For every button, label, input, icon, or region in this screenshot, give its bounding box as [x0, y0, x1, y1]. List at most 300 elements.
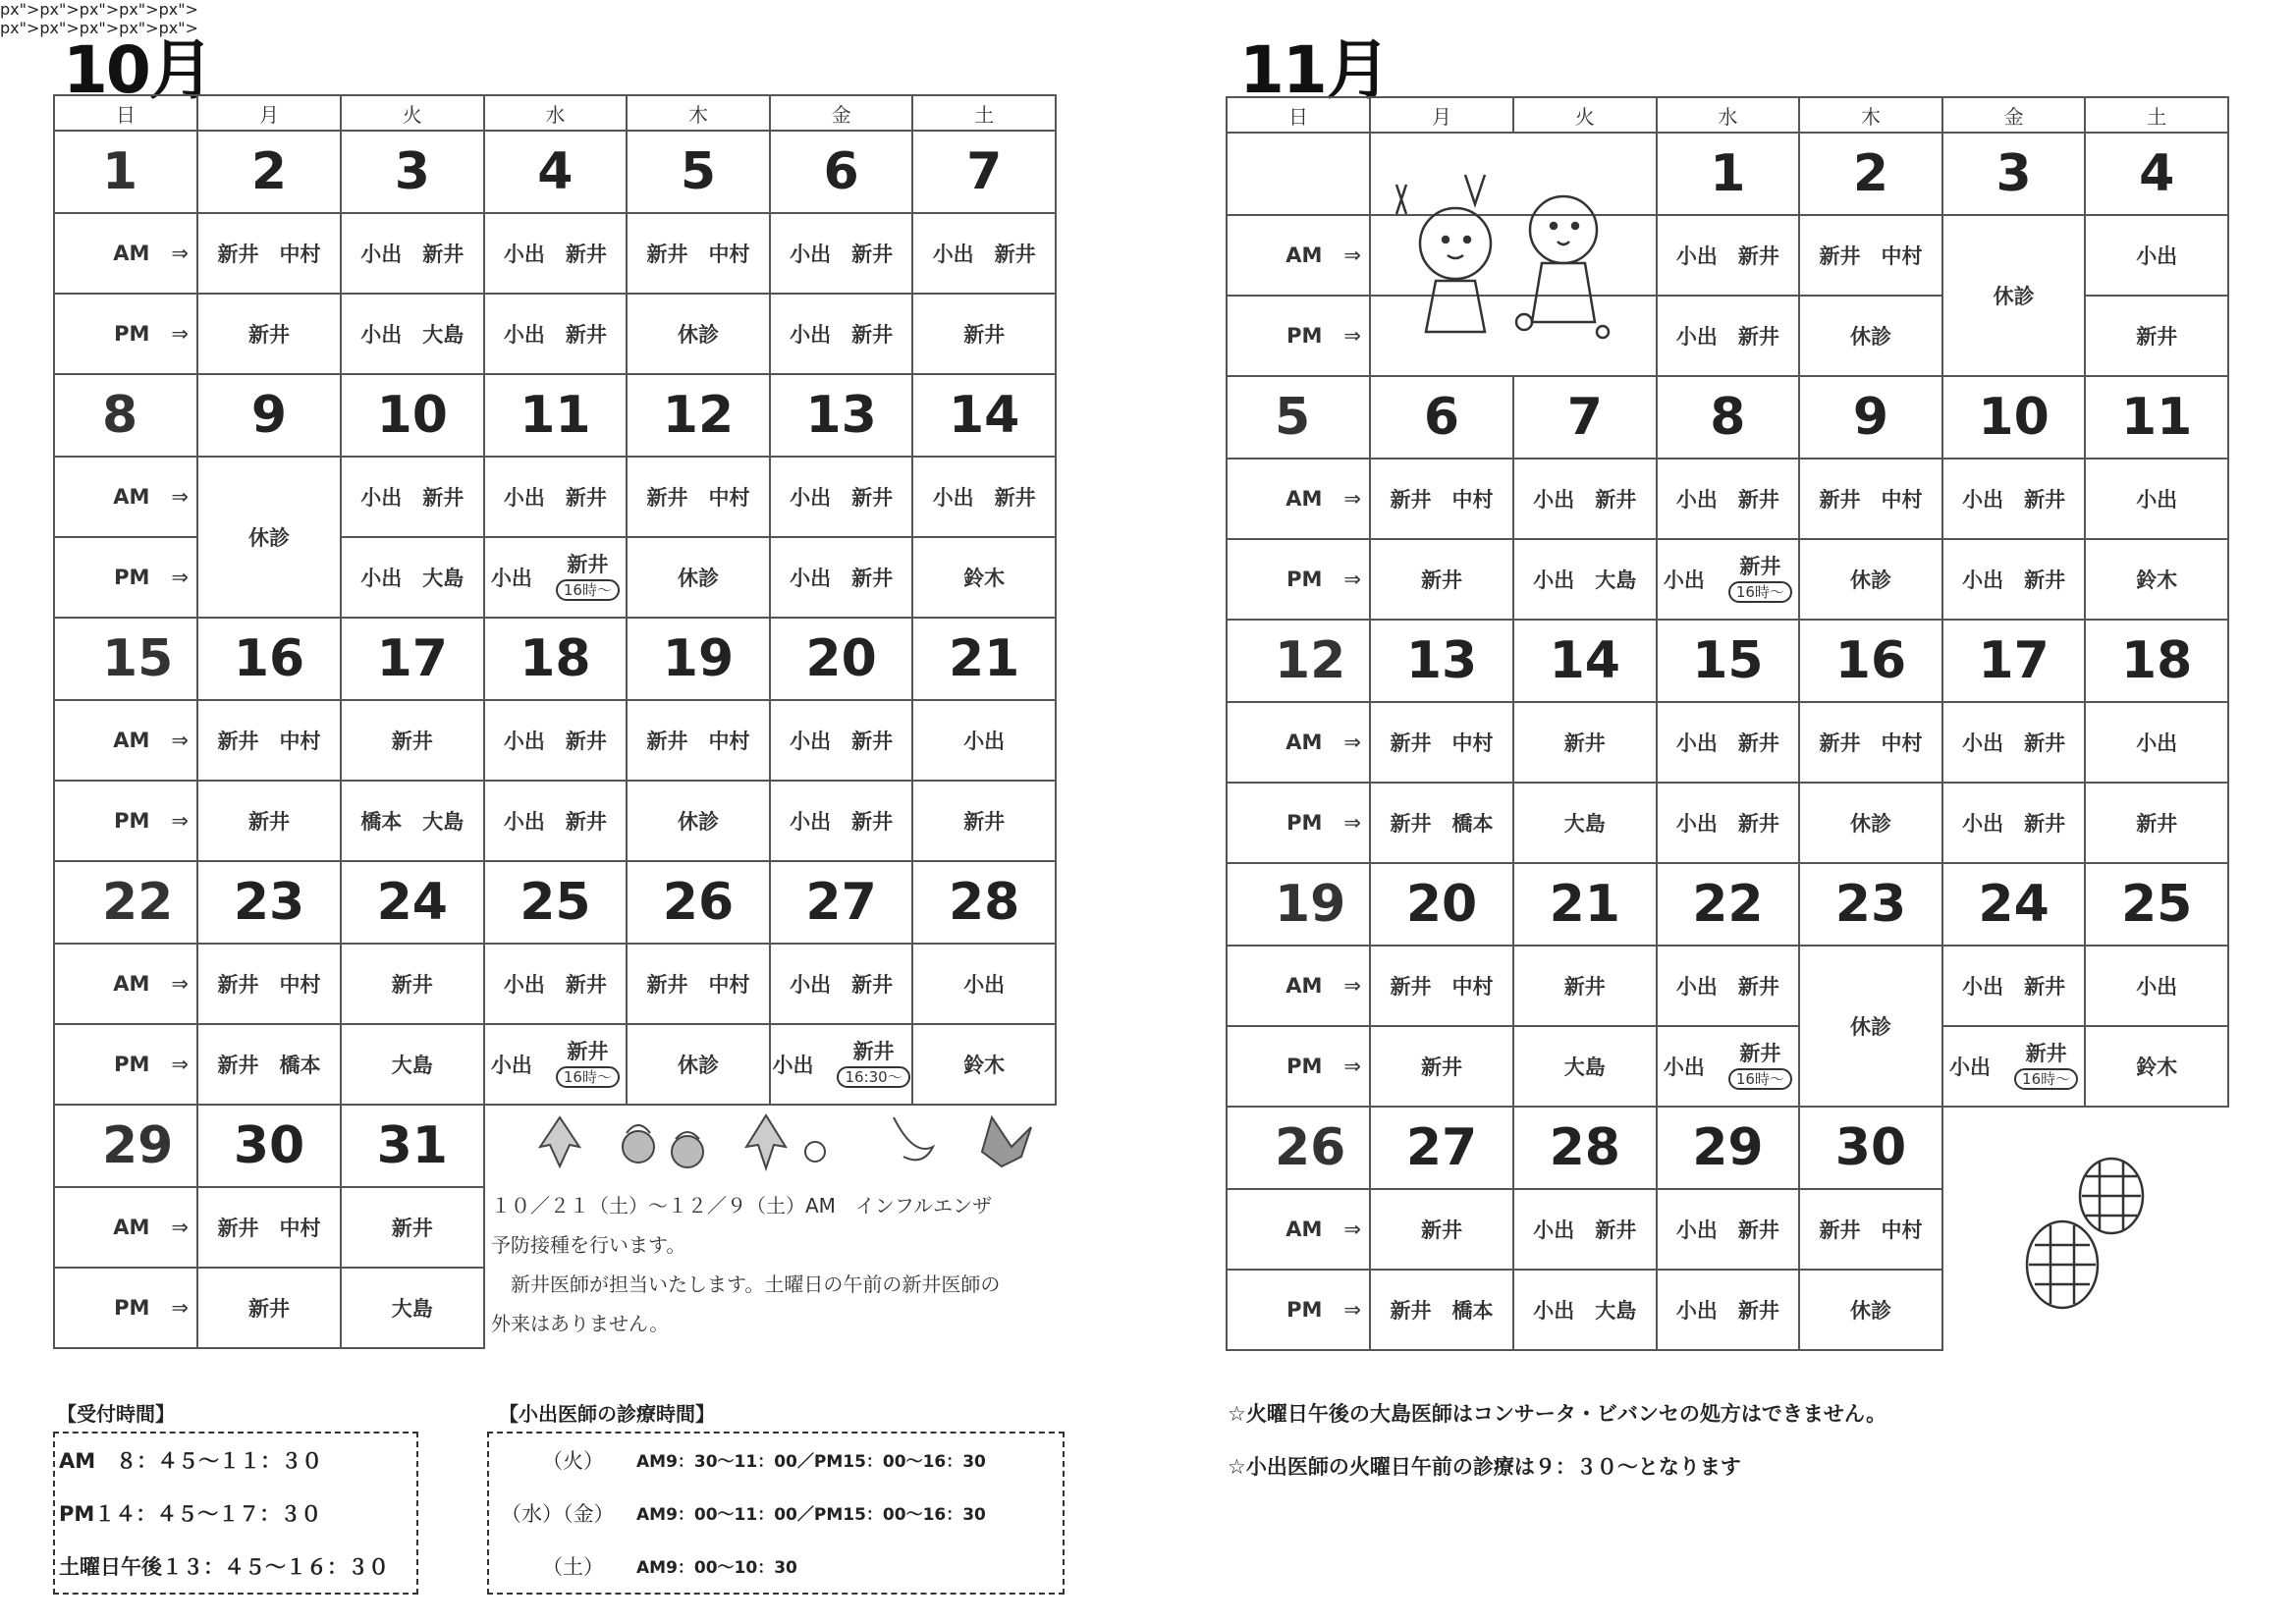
notice-line: 新井医師が担当いたします。土曜日の午前の新井医師の: [491, 1272, 1001, 1296]
schedule-text: 新井 中村: [646, 486, 750, 510]
pm-cell: [1513, 783, 1657, 863]
schedule-text: 新井: [391, 973, 433, 997]
october-calendar: px">px">px">px">px"> 日 月 火 水 木 金 土 1 2 3 4 5 6 7 AM ⇒ 新井 中村 小出 新井 小出 新井 新井 中村 小出 新井 小出 新井 PM ⇒ 新井 小出 大島 小出 新井 休診 小出 新井 新井 8 9 10 11 12 13 14 AM ⇒ 休診 小出 新井 小出 新井 新井 中村 小出 新井 小出 新井 PM ⇒ 小出 大島 小出 新井 16時～ 休診 小出 新井 鈴木 15 16 17 18 19 20 21 AM ⇒ 新井 中村 新井 小出 新井 新井 中村 小出 新井 小出 PM ⇒ 新井 橋本 大島 小出 新井 休診 小出 新井 新井 22 23 24 25 26 27 28 AM ⇒ 新井 中村 新井 小出 新井 新井 中村 小出 新井 小出 PM ⇒ 新井 橋本 大島 小出 新井 16時～ 休診 小出 新井 16:30～ 鈴木 29 30 31 AM ⇒ 新井 中村 新井 PM ⇒ 新井 大島: [0, 0, 2296, 19]
pm-cell: [1513, 539, 1657, 620]
day-number: 9: [197, 374, 341, 457]
am-cell: [484, 213, 628, 294]
doctor-name: 小出: [490, 567, 532, 590]
day-number: 24: [1942, 863, 2086, 946]
schedule-text: 小出 新井: [1962, 812, 2066, 836]
pm-label-cell: [1227, 1026, 1370, 1107]
schedule-text: 新井: [963, 323, 1006, 347]
pm-label-cell: [1227, 1270, 1370, 1350]
am-cell: [2085, 946, 2228, 1026]
schedule-text: 新井 中村: [217, 243, 321, 266]
pm-cell: [197, 1268, 341, 1348]
schedule-text: 小出 新井: [790, 323, 894, 347]
day-number: 25: [484, 861, 628, 944]
weekday-header: 土: [2085, 97, 2228, 133]
schedule-text: 新井: [1421, 568, 1462, 592]
am-cell: [484, 944, 628, 1024]
time-note: 16時～: [2014, 1068, 2078, 1090]
koide-hours-label: 【小出医師の診療時間】: [499, 1402, 715, 1426]
day-number: 10: [1942, 376, 2086, 459]
koide-day: （水）（金）: [501, 1502, 615, 1526]
pm-label-cell: [1227, 539, 1370, 620]
pm-label: PM: [114, 566, 150, 589]
pm-label: PM: [1286, 568, 1323, 591]
pm-cell: [341, 781, 484, 861]
doctor-name: 小出: [1949, 1056, 1992, 1079]
arrow: ⇒: [171, 566, 189, 589]
pm-cell: [912, 781, 1056, 861]
doctor-name: 小出: [1663, 1056, 1705, 1079]
am-label-cell: [54, 213, 197, 294]
children-autumn-illustration: [1377, 165, 1642, 352]
day-number: 18: [2085, 620, 2228, 702]
day-number: 20: [770, 618, 913, 700]
day-number: 8: [1657, 376, 1800, 459]
time-note: 16:30～: [837, 1066, 909, 1088]
pm-label: PM: [114, 1296, 150, 1320]
pm-cell: [1370, 1270, 1513, 1350]
schedule-text: 新井 中村: [1390, 975, 1494, 999]
schedule-text: 休診: [1849, 568, 1891, 592]
am-cell: [341, 700, 484, 781]
schedule-text: 新井: [1421, 1056, 1462, 1079]
day-number: 16: [1799, 620, 1942, 702]
am-cell: [1513, 702, 1657, 783]
schedule-text: 小出 新井: [360, 486, 465, 510]
pm-cell: [341, 537, 484, 618]
day-number: 19: [627, 618, 770, 700]
arrow: ⇒: [1343, 1298, 1361, 1322]
schedule-text: 鈴木: [2136, 1056, 2178, 1079]
notice-line: １０／２１（土）～１２／９（土）AM インフルエンザ: [491, 1194, 993, 1218]
am-cell: [2085, 702, 2228, 783]
day-number: 7: [1513, 376, 1657, 459]
arrow: ⇒: [171, 322, 189, 346]
am-cell: [341, 1187, 484, 1268]
schedule-text: 小出 新井: [503, 810, 607, 834]
koide-hours: AM9：00～11：00／PM15：00～16：30: [636, 1505, 986, 1525]
arrow: ⇒: [171, 1216, 189, 1239]
am-cell: [1657, 946, 1800, 1026]
closed-cell: [1799, 946, 1942, 1107]
day-number: 9: [1799, 376, 1942, 459]
schedule-text: 大島: [1563, 812, 1606, 836]
day-number: 6: [1370, 376, 1513, 459]
day-number: 26: [1227, 1107, 1370, 1189]
am-label: AM: [113, 485, 150, 509]
day-number: 23: [1799, 863, 1942, 946]
schedule-text: 新井: [391, 730, 433, 753]
reception-saturday: 土曜日午後１３：４５～１６：３０: [59, 1555, 389, 1579]
pm-cell: [770, 781, 913, 861]
day-number: 1: [54, 131, 197, 213]
am-label-cell: [54, 457, 197, 537]
pm-cell: [1370, 539, 1513, 620]
am-cell: [1513, 1189, 1657, 1270]
am-label-cell: [1227, 946, 1370, 1026]
pm-cell: [627, 294, 770, 374]
pm-cell: [627, 537, 770, 618]
schedule-text: 休診: [677, 323, 719, 347]
day-number: 17: [341, 618, 484, 700]
schedule-text: 新井 中村: [1390, 488, 1494, 512]
pm-cell: [197, 294, 341, 374]
am-label-cell: [1227, 459, 1370, 539]
pm-label-cell: [1227, 783, 1370, 863]
day-number: 30: [1799, 1107, 1942, 1189]
schedule-text: 休診: [677, 567, 719, 590]
am-cell: [1657, 459, 1800, 539]
pm-label-cell: [54, 1024, 197, 1105]
schedule-text: 小出 新井: [1675, 244, 1779, 268]
am-cell: [627, 213, 770, 294]
schedule-text: 小出 新井: [932, 243, 1036, 266]
day-number: 11: [484, 374, 628, 457]
day-number: 17: [1942, 620, 2086, 702]
day-number: 27: [770, 861, 913, 944]
pm-label-cell: [1227, 296, 1370, 376]
schedule-text: 小出 新井: [1533, 488, 1637, 512]
day-number: 16: [197, 618, 341, 700]
arrow: ⇒: [1343, 1218, 1361, 1241]
day-number: 15: [1657, 620, 1800, 702]
arrow: ⇒: [171, 485, 189, 509]
day-number: 30: [197, 1105, 341, 1187]
schedule-text: 新井: [391, 1217, 433, 1240]
weekday-header: 木: [627, 95, 770, 131]
day-number: 15: [54, 618, 197, 700]
reception-hours-box: [53, 1432, 418, 1595]
doctor-name: 小出: [1663, 568, 1705, 592]
schedule-text: 休診: [248, 526, 290, 550]
schedule-text: 新井: [1421, 1218, 1462, 1242]
pm-cell: [770, 537, 913, 618]
schedule-text: 新井 橋本: [1390, 812, 1494, 836]
arrow: ⇒: [1343, 244, 1361, 267]
schedule-text: 小出 新井: [1675, 488, 1779, 512]
schedule-text: 休診: [1849, 325, 1891, 349]
day-number: [1227, 133, 1370, 215]
arrow: ⇒: [171, 242, 189, 265]
am-cell: [1370, 1189, 1513, 1270]
schedule-text: 小出: [963, 730, 1006, 753]
weekday-header: 日: [54, 95, 197, 131]
schedule-text: 休診: [1993, 285, 2035, 308]
am-cell: [1657, 702, 1800, 783]
pm-cell: [627, 781, 770, 861]
arrow: ⇒: [171, 1053, 189, 1076]
am-label: AM: [113, 972, 150, 996]
arrow: ⇒: [171, 729, 189, 752]
pm-cell: [197, 781, 341, 861]
day-number: 1: [1657, 133, 1800, 215]
schedule-text: 休診: [677, 810, 719, 834]
time-note: 16時～: [556, 579, 620, 601]
doctor-name: 新井: [567, 553, 609, 576]
am-label: AM: [113, 1216, 150, 1239]
pinecone-illustration: [2013, 1147, 2160, 1324]
schedule-text: 大島: [391, 1054, 433, 1077]
weekday-header: 火: [341, 95, 484, 131]
day-number: 25: [2085, 863, 2228, 946]
am-cell: [197, 944, 341, 1024]
day-number: 26: [627, 861, 770, 944]
schedule-text: 新井: [1563, 975, 1606, 999]
pm-label-cell: [54, 1268, 197, 1348]
schedule-text: 小出 大島: [1533, 568, 1637, 592]
doctor-name: 新井: [2025, 1042, 2067, 1065]
schedule-text: 新井: [2136, 812, 2178, 836]
pm-cell: [197, 1024, 341, 1105]
pm-label: PM: [114, 1053, 150, 1076]
day-number: 18: [484, 618, 628, 700]
am-cell: [1370, 946, 1513, 1026]
day-number: 12: [627, 374, 770, 457]
am-cell: [770, 944, 913, 1024]
koide-hours: AM9：00～10：30: [636, 1558, 797, 1578]
schedule-text: 休診: [1849, 812, 1891, 836]
closed-cell: [197, 457, 341, 618]
schedule-text: 新井 中村: [1819, 488, 1923, 512]
pm-cell: [484, 537, 628, 618]
am-cell: [1513, 459, 1657, 539]
am-label: AM: [1285, 244, 1323, 267]
pm-cell: [1799, 539, 1942, 620]
schedule-text: 小出 新井: [1675, 731, 1779, 755]
schedule-text: 新井 中村: [217, 973, 321, 997]
schedule-text: 新井 中村: [1819, 731, 1923, 755]
pm-cell: [912, 537, 1056, 618]
day-number: 21: [912, 618, 1056, 700]
arrow: ⇒: [171, 1296, 189, 1320]
schedule-text: 小出: [2136, 488, 2178, 512]
am-label: AM: [1285, 731, 1323, 754]
am-cell: [484, 700, 628, 781]
pm-label: PM: [114, 809, 150, 833]
day-number: 6: [770, 131, 913, 213]
am-cell: [627, 457, 770, 537]
am-cell: [341, 213, 484, 294]
day-number: 4: [2085, 133, 2228, 215]
pm-cell: [484, 781, 628, 861]
day-number: 13: [1370, 620, 1513, 702]
pm-cell: [1942, 783, 2086, 863]
time-note: 16時～: [1728, 581, 1792, 603]
pm-cell: [1370, 1026, 1513, 1107]
am-cell: [912, 944, 1056, 1024]
schedule-text: 大島: [1563, 1056, 1606, 1079]
time-note: 16時～: [556, 1066, 620, 1088]
koide-day: （土）: [542, 1555, 604, 1579]
am-cell: [1942, 946, 2086, 1026]
day-number: 5: [1227, 376, 1370, 459]
schedule-text: 新井: [248, 323, 290, 347]
schedule-text: 小出 新井: [1675, 1218, 1779, 1242]
arrow: ⇒: [1343, 1055, 1361, 1078]
day-number: 22: [54, 861, 197, 944]
am-cell: [770, 700, 913, 781]
november-calendar: px">px">px">px">px"> 日 月 火 水 木 金 土 1 2 3 4 AM ⇒ 小出 新井 新井 中村 休診 小出 PM ⇒ 小出 新井 休診 新井 5 6 7 8 9 10 11 AM ⇒ 新井 中村 小出 新井 小出 新井 新井 中村 小出 新井 小出 PM ⇒ 新井 小出 大島 小出 新井 16時～ 休診 小出 新井 鈴木 12 13 14 15 16 17 18 AM ⇒ 新井 中村 新井 小出 新井 新井 中村 小出 新井 小出 PM ⇒ 新井 橋本 大島 小出 新井 休診 小出 新井 新井 19 20 21 22 23 24 25 AM ⇒ 新井 中村 新井 小出 新井 休診 小出 新井 小出 PM ⇒ 新井 大島 小出 新井 16時～ 小出 新井 16時～ 鈴木 26 27 28 29 30 AM ⇒ 新井 小出 新井 小出 新井 新井 中村 PM ⇒ 新井 橋本 小出 大島 小出 新井 休診: [0, 19, 2296, 37]
day-number: 20: [1370, 863, 1513, 946]
weekday-header: 木: [1799, 97, 1942, 133]
schedule-text: 小出 新井: [790, 486, 894, 510]
schedule-text: 小出: [2136, 244, 2178, 268]
day-number: 3: [341, 131, 484, 213]
am-label-cell: [1227, 1189, 1370, 1270]
arrow: ⇒: [171, 809, 189, 833]
pm-cell: [484, 294, 628, 374]
am-cell: [1799, 702, 1942, 783]
am-label: AM: [113, 242, 150, 265]
schedule-text: 小出 新井: [1675, 1299, 1779, 1323]
pm-cell: [2085, 783, 2228, 863]
pm-label-cell: [54, 781, 197, 861]
schedule-text: 小出 新井: [503, 730, 607, 753]
schedule-text: 小出 新井: [503, 973, 607, 997]
am-cell: [627, 944, 770, 1024]
day-number: 27: [1370, 1107, 1513, 1189]
am-cell: [341, 944, 484, 1024]
day-number: 31: [341, 1105, 484, 1187]
pm-cell: [1942, 539, 2086, 620]
pm-cell: [1370, 783, 1513, 863]
schedule-text: 大島: [391, 1297, 433, 1321]
schedule-text: 小出 新井: [790, 567, 894, 590]
weekday-header: 日: [1227, 97, 1370, 133]
pm-cell: [484, 1024, 628, 1105]
doctor-name: 小出: [490, 1054, 532, 1077]
am-cell: [1370, 459, 1513, 539]
pm-label: PM: [1286, 811, 1323, 835]
schedule-text: 小出 新井: [1675, 325, 1779, 349]
schedule-text: 小出 新井: [790, 810, 894, 834]
time-note: 16時～: [1728, 1068, 1792, 1090]
schedule-text: 小出: [963, 973, 1006, 997]
footnote-oshima: ☆火曜日午後の大島医師はコンサータ・ビバンセの処方はできません。: [1228, 1402, 1887, 1426]
am-label-cell: [1227, 702, 1370, 783]
schedule-text: 新井 中村: [646, 973, 750, 997]
weekday-header: 土: [912, 95, 1056, 131]
day-number: 22: [1657, 863, 1800, 946]
am-cell: [197, 1187, 341, 1268]
pm-cell: [1657, 539, 1800, 620]
pm-cell: [2085, 296, 2228, 376]
schedule-text: 小出 新井: [1962, 731, 2066, 755]
schedule-text: 小出 大島: [1533, 1299, 1637, 1323]
schedule-text: 新井 中村: [217, 1217, 321, 1240]
schedule-text: 鈴木: [2136, 568, 2178, 592]
schedule-text: 新井: [1563, 731, 1606, 755]
day-number: 5: [627, 131, 770, 213]
reception-pm: PM１４：４５～１７：３０: [59, 1502, 322, 1526]
notice-line: 予防接種を行います。: [491, 1233, 686, 1257]
day-number: 7: [912, 131, 1056, 213]
schedule-text: 小出: [2136, 975, 2178, 999]
october-title: 10月: [63, 32, 212, 108]
schedule-text: 新井 中村: [1390, 731, 1494, 755]
weekday-header: 火: [1513, 97, 1657, 133]
am-label-cell: [54, 944, 197, 1024]
weekday-header: 水: [1657, 97, 1800, 133]
day-number: 13: [770, 374, 913, 457]
schedule-text: 小出 大島: [360, 323, 465, 347]
arrow: ⇒: [1343, 811, 1361, 835]
am-label: AM: [1285, 487, 1323, 511]
pm-cell: [2085, 539, 2228, 620]
schedule-text: 小出 新井: [1675, 975, 1779, 999]
weekday-header: 金: [770, 95, 913, 131]
am-cell: [770, 457, 913, 537]
schedule-text: 新井: [248, 1297, 290, 1321]
schedule-text: 小出: [2136, 731, 2178, 755]
am-cell: [912, 457, 1056, 537]
am-cell: [2085, 459, 2228, 539]
day-number: 24: [341, 861, 484, 944]
weekday-header: 月: [1370, 97, 1513, 133]
pm-cell: [770, 1024, 913, 1105]
pm-label: PM: [1286, 1055, 1323, 1078]
schedule-text: 小出 新井: [1962, 568, 2066, 592]
am-cell: [627, 700, 770, 781]
pm-cell: [341, 1268, 484, 1348]
pm-cell: [1799, 1270, 1942, 1350]
arrow: ⇒: [1343, 731, 1361, 754]
day-number: 10: [341, 374, 484, 457]
pm-cell: [1657, 783, 1800, 863]
notice-line: 外来はありません。: [491, 1312, 670, 1335]
schedule-text: 新井: [248, 810, 290, 834]
koide-hours-box: [487, 1432, 1065, 1595]
pm-cell: [1657, 1270, 1800, 1350]
am-label: AM: [1285, 1218, 1323, 1241]
schedule-text: 小出 新井: [360, 243, 465, 266]
am-label: AM: [1285, 974, 1323, 998]
pm-label: PM: [1286, 324, 1323, 348]
am-cell: [197, 213, 341, 294]
schedule-text: 新井: [963, 810, 1006, 834]
day-number: 23: [197, 861, 341, 944]
arrow: ⇒: [1343, 568, 1361, 591]
pm-cell: [1799, 296, 1942, 376]
doctor-name: 小出: [772, 1054, 814, 1077]
am-cell: [912, 213, 1056, 294]
schedule-text: 新井 中村: [646, 730, 750, 753]
pm-cell: [1942, 1026, 2086, 1107]
am-cell: [1370, 702, 1513, 783]
arrow: ⇒: [1343, 974, 1361, 998]
day-number: 14: [912, 374, 1056, 457]
schedule-text: 鈴木: [963, 567, 1006, 590]
schedule-text: 新井 中村: [1819, 1218, 1923, 1242]
am-cell: [2085, 215, 2228, 296]
am-cell: [1657, 1189, 1800, 1270]
schedule-text: 新井 中村: [1819, 244, 1923, 268]
am-cell: [197, 700, 341, 781]
schedule-text: 新井 中村: [646, 243, 750, 266]
arrow: ⇒: [171, 972, 189, 996]
schedule-text: 小出 新井: [1962, 975, 2066, 999]
koide-hours: AM9：30～11：00／PM15：00～16：30: [636, 1452, 986, 1472]
weekday-header: 金: [1942, 97, 2086, 133]
pm-cell: [912, 294, 1056, 374]
am-label: AM: [113, 729, 150, 752]
pm-cell: [1513, 1270, 1657, 1350]
am-cell: [912, 700, 1056, 781]
